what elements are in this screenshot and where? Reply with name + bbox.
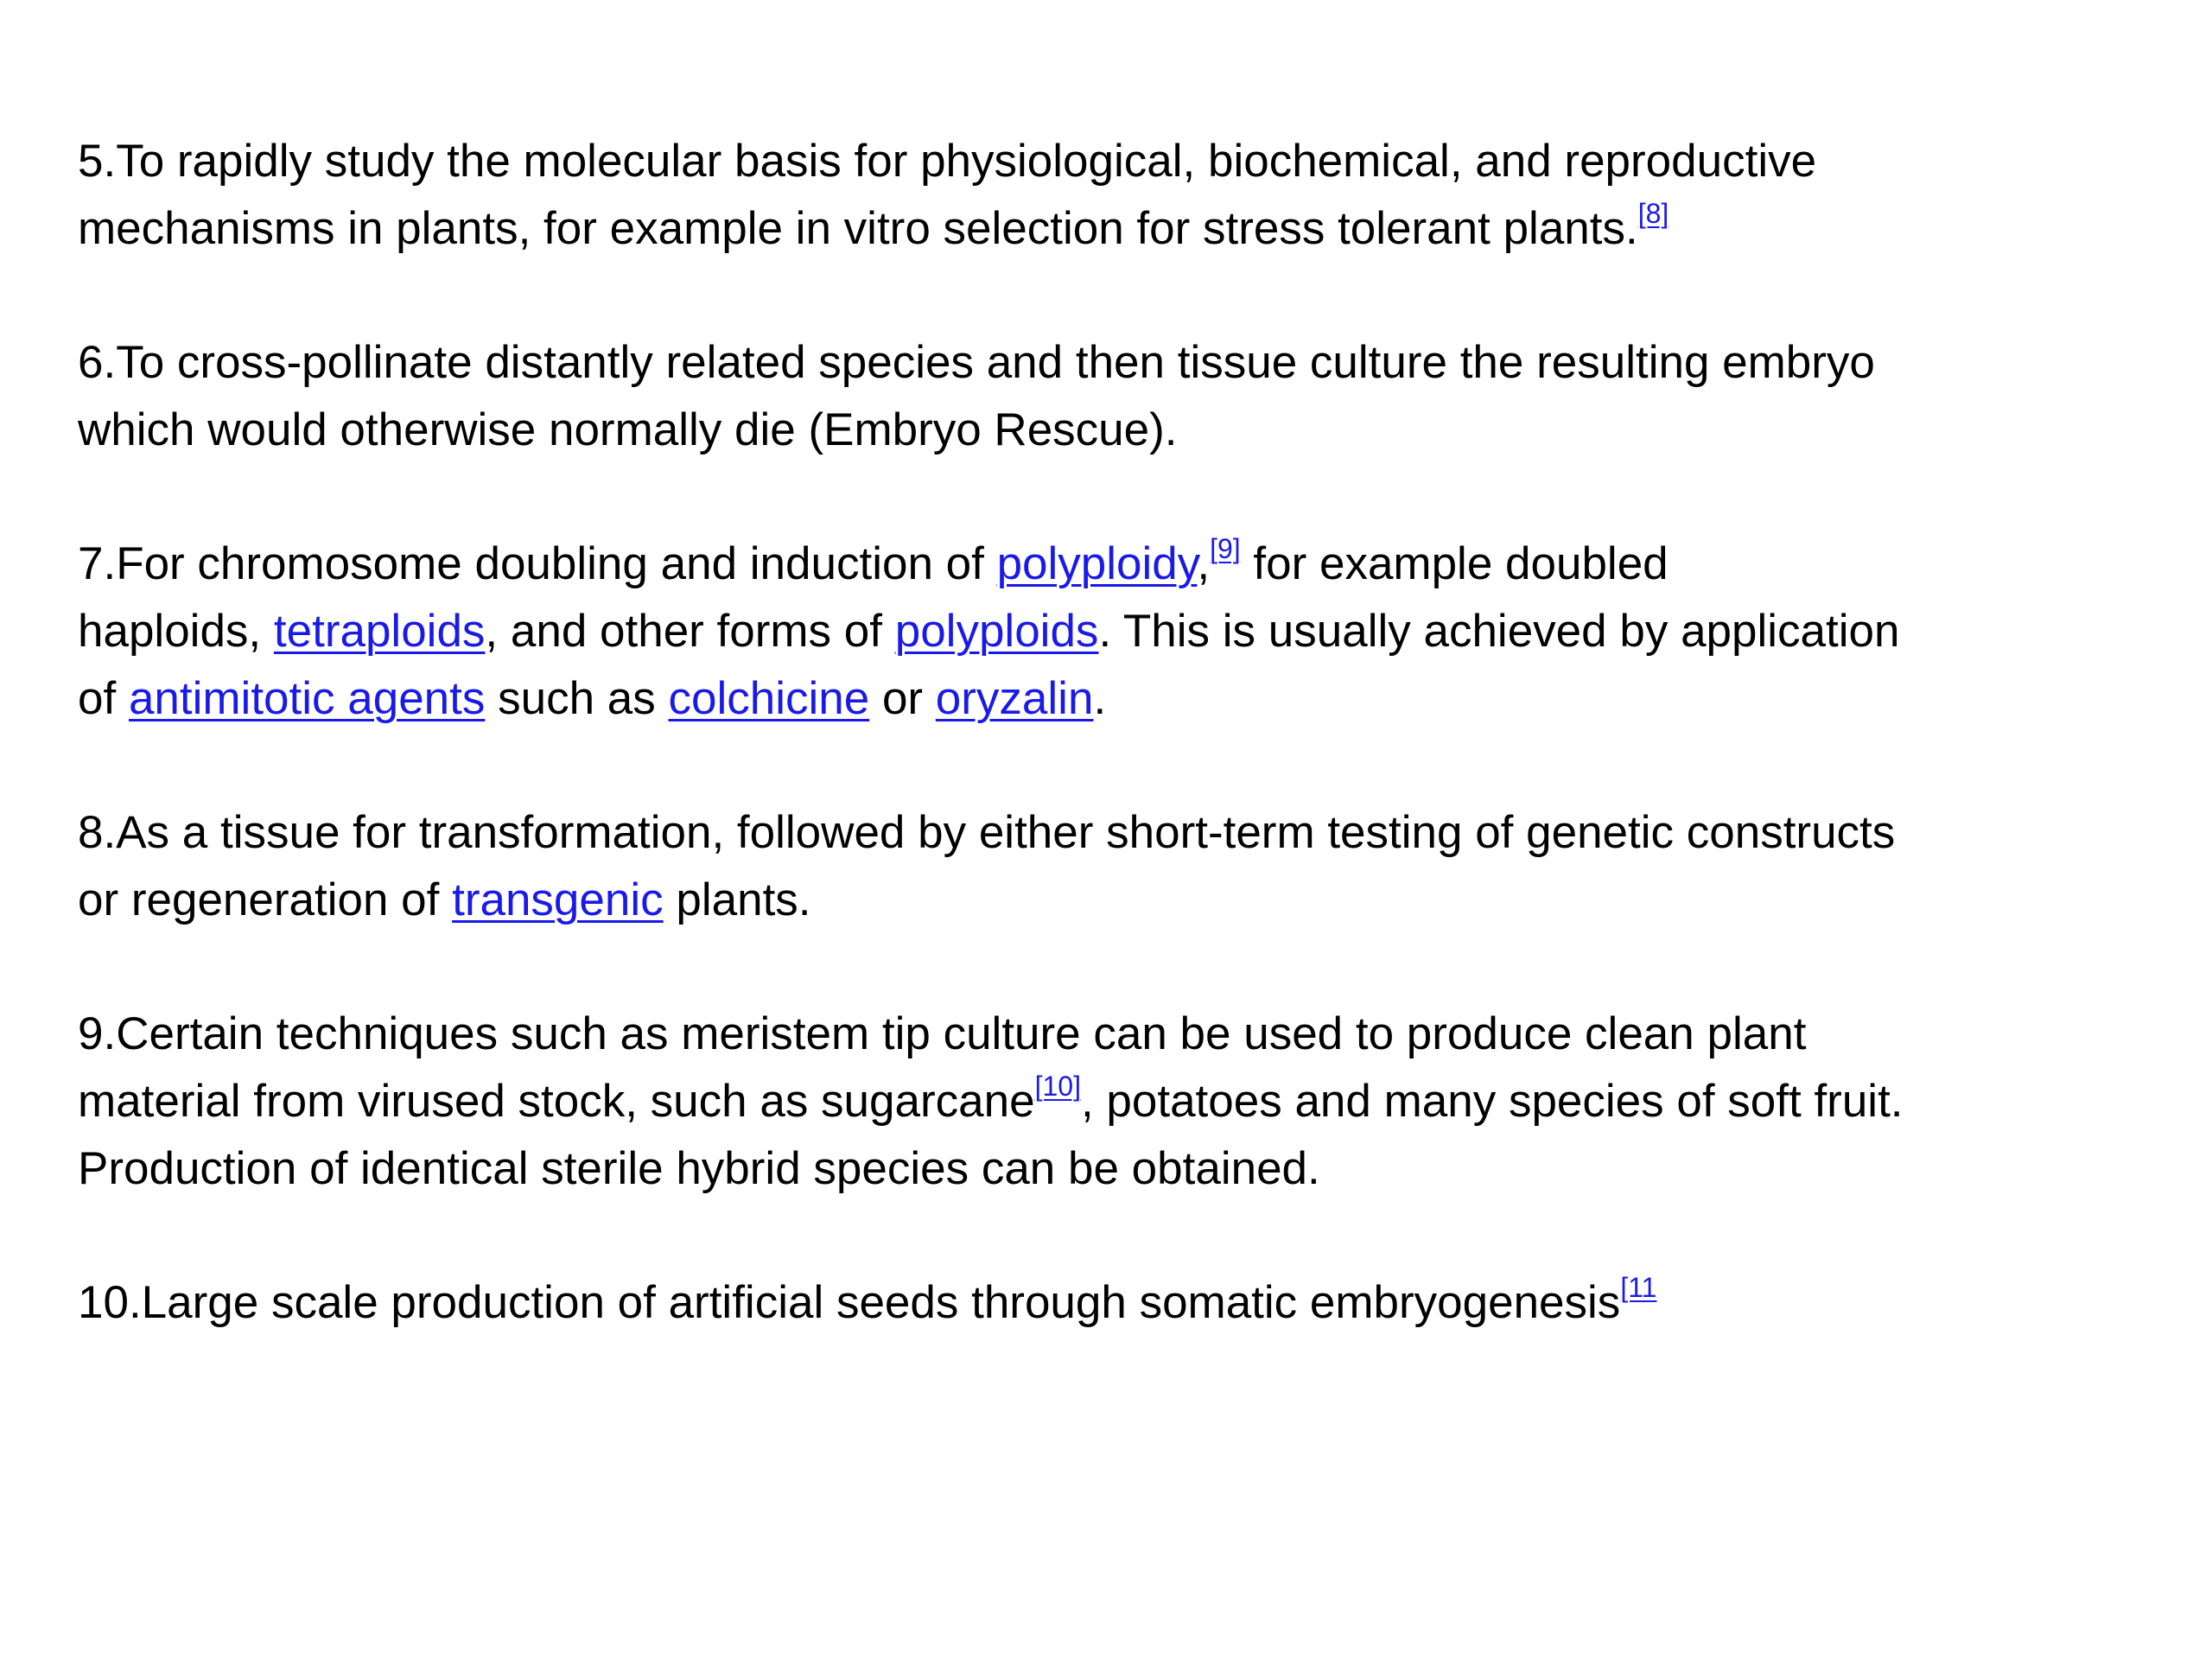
citation-11-link[interactable]: [11 (1620, 1272, 1657, 1303)
item6-line1: 6.To cross-pollinate distantly related species and then tissue culture the resulting embryo (78, 337, 1875, 388)
item9-text-a: material from virused stock, such as sugarcane (78, 1076, 1035, 1127)
link-oryzalin[interactable]: oryzalin (935, 673, 1094, 724)
item10-text-a: 10.Large scale production of artificial seeds through somatic embryogenesis (78, 1277, 1621, 1328)
item7-text-d: haploids, (78, 606, 274, 657)
citation-9-link[interactable]: [9] (1210, 533, 1241, 564)
item5-line2: mechanisms in plants, for example in vitro selection for stress tolerant plants. (78, 203, 1638, 254)
item8-text-a: or regeneration of (78, 874, 453, 925)
item9-line1: 9.Certain techniques such as meristem tip culture can be used to produce clean plant (78, 1008, 1807, 1059)
item6-line2: which would otherwise normally die (Embryo Rescue). (78, 404, 1178, 455)
item5-line1: 5.To rapidly study the molecular basis for physiological, biochemical, and reproductive (78, 136, 1817, 187)
item9-text-b: , potatoes and many species of soft fruit. (1080, 1076, 1904, 1127)
list-item-5 (78, 128, 2186, 263)
list-item-10 (78, 1269, 2186, 1337)
list-item-6 (78, 329, 2186, 464)
citation-9 (1210, 533, 1241, 564)
item7-text-a: 7.For chromosome doubling and induction of (78, 538, 997, 589)
link-colchicine[interactable]: colchicine (668, 673, 870, 724)
slide-body (78, 128, 2186, 1403)
item7-text-g: of (78, 673, 129, 724)
list-item-9 (78, 1001, 2186, 1203)
citation-8-link[interactable]: [8] (1637, 198, 1669, 229)
link-tetraploids[interactable]: tetraploids (273, 606, 486, 657)
item7-text-e: , and other forms of (485, 606, 895, 657)
item7-text-i: or (869, 673, 936, 724)
item8-line1: 8.As a tissue for transformation, followed by either short-term testing of genetic constructs (78, 807, 1896, 858)
item7-text-h: such as (485, 673, 669, 724)
item7-text-c: for example doubled (1240, 538, 1669, 589)
link-antimitotic-agents[interactable]: antimitotic agents (128, 673, 486, 724)
link-transgenic[interactable]: transgenic (452, 874, 664, 925)
item7-text-b: , (1197, 538, 1211, 589)
citation-10-link[interactable]: [10] (1034, 1071, 1081, 1102)
citation-11 (1620, 1272, 1656, 1303)
item8-text-b: plants. (663, 874, 811, 925)
citation-10 (1035, 1071, 1081, 1102)
list-item-7 (78, 531, 2186, 733)
link-polyploidy[interactable]: polyploidy (996, 538, 1198, 589)
citation-8 (1638, 198, 1669, 229)
item7-text-f: . This is usually achieved by application (1098, 606, 1900, 657)
item9-line3: Production of identical sterile hybrid species can be obtained. (78, 1143, 1320, 1194)
link-polyploids[interactable]: polyploids (894, 606, 1099, 657)
item7-text-j: . (1093, 673, 1107, 724)
list-item-8 (78, 799, 2186, 934)
